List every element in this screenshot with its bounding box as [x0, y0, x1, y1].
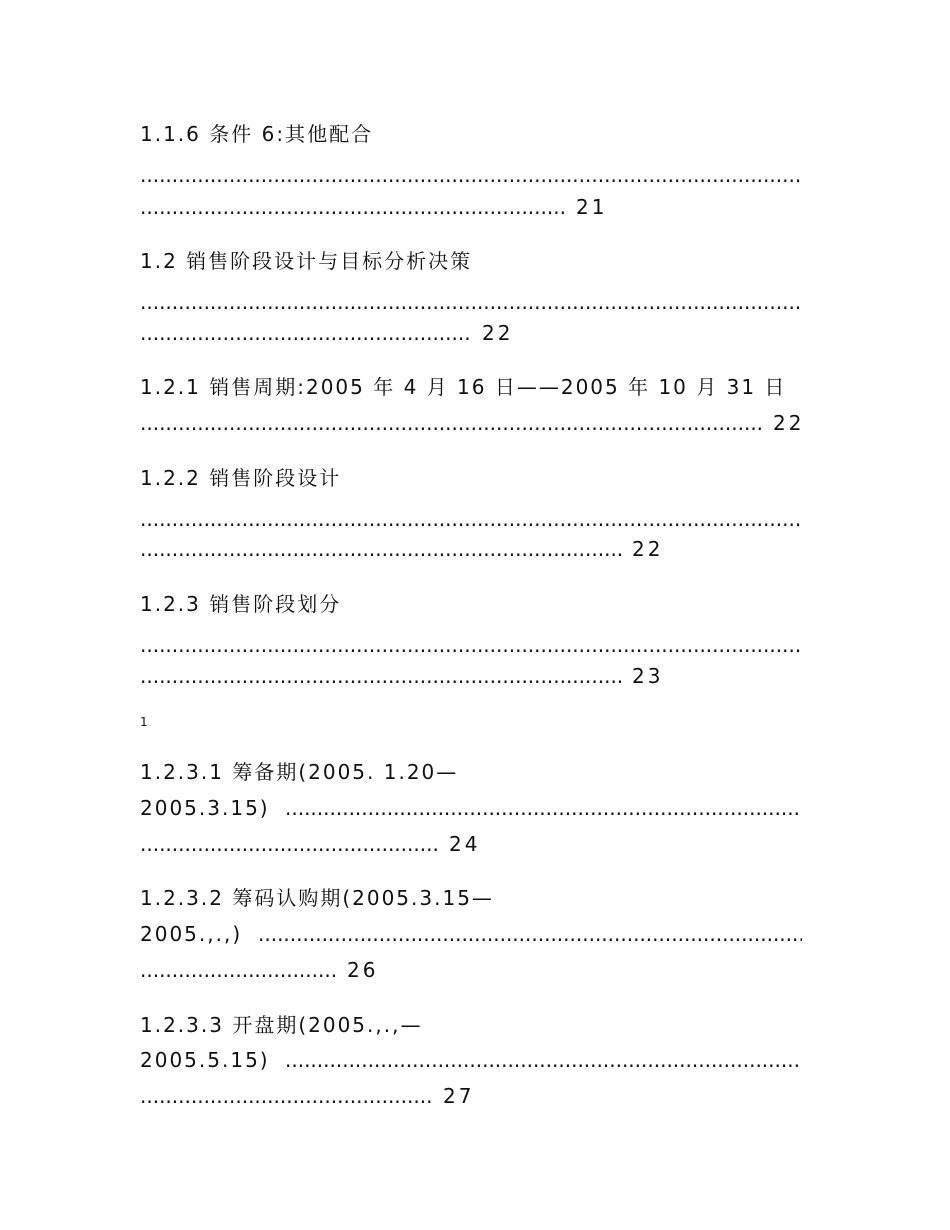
toc-leader-dots	[140, 287, 802, 317]
toc-page-number: 24	[449, 832, 481, 856]
toc-leader-dots	[140, 955, 336, 985]
toc-leader-dots	[285, 1045, 802, 1075]
page-marker: 1	[140, 715, 148, 729]
toc-entry-title: 1.2.3.2 筹码认购期(2005.3.15—	[140, 886, 494, 910]
toc-page-number: 21	[576, 195, 608, 219]
toc-page-number: 22	[773, 411, 805, 435]
toc-page-number: 23	[632, 664, 664, 688]
toc-entry-title-continued: 2005.3.15)	[140, 796, 270, 820]
toc-entry-title: 1.2.2 销售阶段设计	[140, 466, 342, 490]
toc-leader-dots	[140, 318, 472, 348]
toc-page-number: 22	[482, 321, 514, 345]
toc-entry-title-continued: 2005.,.,)	[140, 922, 243, 946]
toc-leader-dots	[140, 829, 438, 859]
toc-leader-dots	[285, 793, 802, 823]
toc-leader-dots	[140, 192, 565, 222]
toc-page-number: 22	[632, 537, 664, 561]
toc-entry-title: 1.2.1 销售周期:2005 年 4 月 16 日——2005 年 10 月 31 日	[140, 375, 787, 399]
toc-entry-title: 1.1.6 条件 6:其他配合	[140, 122, 374, 146]
toc-leader-dots	[140, 661, 623, 691]
toc-leader-dots	[140, 408, 762, 438]
toc-entry-title: 1.2 销售阶段设计与目标分析决策	[140, 249, 473, 273]
toc-leader-dots	[258, 919, 802, 949]
toc-entry-title: 1.2.3.3 开盘期(2005.,.,—	[140, 1013, 423, 1037]
toc-page-number: 27	[443, 1084, 475, 1108]
toc-leader-dots	[140, 504, 802, 534]
toc-leader-dots	[140, 630, 802, 660]
toc-entry-title: 1.2.3 销售阶段划分	[140, 592, 342, 616]
toc-leader-dots	[140, 160, 802, 190]
toc-leader-dots	[140, 534, 623, 564]
toc-page-number: 26	[347, 958, 379, 982]
toc-entry-title: 1.2.3.1 筹备期(2005. 1.20—	[140, 760, 459, 784]
toc-entry-title-continued: 2005.5.15)	[140, 1048, 270, 1072]
toc-leader-dots	[140, 1081, 433, 1111]
